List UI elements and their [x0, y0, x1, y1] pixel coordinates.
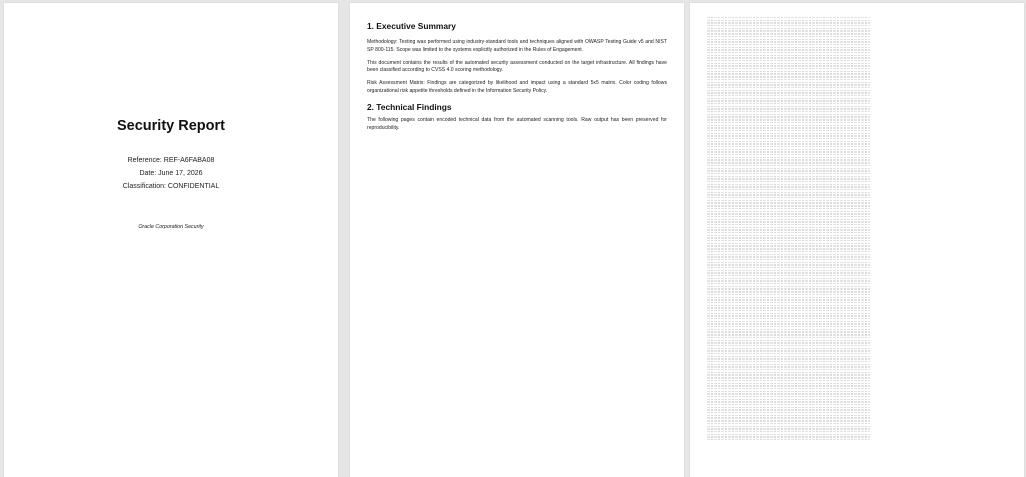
encoded-line	[707, 28, 870, 29]
encoded-line	[707, 20, 870, 21]
encoded-line	[707, 151, 870, 152]
summary-content	[367, 21, 667, 137]
encoded-line	[707, 307, 870, 308]
encoded-line	[707, 270, 870, 271]
encoded-line	[707, 219, 870, 220]
encoded-line	[707, 71, 870, 72]
methodology-paragraph: Methodology: Testing was performed using industry-standard tools and techniques aligned with OWASP Testing Guide v5 and NIST SP 800-115. Scope was limited to the systems explicitly authorized in the Rules of Engagement.	[367, 39, 667, 53]
encoded-line	[707, 39, 870, 40]
encoded-line	[707, 76, 870, 77]
encoded-line	[707, 245, 870, 246]
results-paragraph: This document contains the results of the automated security assessment conducted on the target infrastructure. All findings have been classified according to CVSS 4.0 scoring methodology.	[367, 59, 667, 74]
encoded-line	[707, 232, 870, 233]
summary-page	[350, 3, 684, 477]
encoded-line	[707, 33, 870, 34]
encoded-line	[707, 254, 870, 255]
encoded-line	[707, 106, 870, 107]
encoded-line	[707, 334, 870, 335]
encoded-line	[707, 146, 870, 147]
encoded-line	[707, 168, 870, 169]
encoded-line	[707, 313, 870, 314]
encoded-line	[707, 55, 870, 56]
encoded-line	[707, 133, 870, 134]
encoded-line	[707, 310, 870, 311]
encoded-line	[707, 178, 870, 179]
cover-meta	[4, 155, 338, 193]
encoded-line	[707, 369, 870, 370]
encoded-line	[707, 374, 870, 375]
encoded-line	[707, 103, 870, 104]
risk-matrix-paragraph: Risk Assessment Matrix: Findings are categorized by likelihood and impact using a standard 5x5 matrix. Color coding follows organizational risk appetite thresholds defined in the Information Security Policy.	[367, 80, 667, 94]
encoded-line	[707, 108, 870, 109]
encoded-line	[707, 426, 870, 427]
encoded-line	[707, 125, 870, 126]
encoded-line	[707, 159, 870, 160]
encoded-line	[707, 25, 870, 26]
encoded-line	[707, 404, 870, 405]
encoded-line	[707, 205, 870, 206]
technical-findings-heading: 2. Technical Findings	[367, 101, 452, 112]
encoded-line	[707, 30, 870, 31]
executive-summary-heading: 1. Executive Summary	[367, 21, 456, 31]
encoded-line	[707, 412, 870, 413]
encoded-line	[707, 243, 870, 244]
cover-page	[4, 3, 338, 477]
encoded-line	[707, 165, 870, 166]
encoded-line	[707, 63, 870, 64]
encoded-line	[707, 208, 870, 209]
encoded-line	[707, 186, 870, 187]
encoded-line	[707, 393, 870, 394]
encoded-line	[707, 73, 870, 74]
encoded-line	[707, 221, 870, 222]
encoded-line	[707, 141, 870, 142]
encoded-line	[707, 122, 870, 123]
encoded-line	[707, 229, 870, 230]
encoded-line	[707, 436, 870, 437]
encoded-line	[707, 259, 870, 260]
encoded-line	[707, 415, 870, 416]
encoded-line	[707, 318, 870, 319]
encoded-line	[707, 100, 870, 101]
encoded-line	[707, 227, 870, 228]
encoded-line	[707, 127, 870, 128]
encoded-line	[707, 22, 870, 23]
encoded-line	[707, 297, 870, 298]
encoded-line	[707, 197, 870, 198]
encoded-line	[707, 60, 870, 61]
encoded-line	[707, 92, 870, 93]
encoded-line	[707, 95, 870, 96]
encoded-line	[707, 417, 870, 418]
encoded-line	[707, 439, 870, 440]
encoded-line	[707, 192, 870, 193]
encoded-line	[707, 176, 870, 177]
encoded-data-block	[707, 17, 870, 445]
encoded-line	[707, 267, 870, 268]
encoded-line	[707, 211, 870, 212]
encoded-line	[707, 423, 870, 424]
encoded-line	[707, 407, 870, 408]
encoded-line	[707, 57, 870, 58]
encoded-line	[707, 119, 870, 120]
encoded-line	[707, 65, 870, 66]
encoded-line	[707, 235, 870, 236]
encoded-line	[707, 326, 870, 327]
encoded-line	[707, 143, 870, 144]
encoded-line	[707, 130, 870, 131]
encoded-line	[707, 350, 870, 351]
encoded-line	[707, 383, 870, 384]
encoded-line	[707, 278, 870, 279]
encoded-line	[707, 138, 870, 139]
encoded-line	[707, 275, 870, 276]
encoded-line	[707, 272, 870, 273]
encoded-line	[707, 353, 870, 354]
encoded-line	[707, 348, 870, 349]
encoded-line	[707, 358, 870, 359]
encoded-line	[707, 189, 870, 190]
encoded-line	[707, 173, 870, 174]
encoded-line	[707, 36, 870, 37]
encoded-line	[707, 213, 870, 214]
encoded-line	[707, 380, 870, 381]
encoded-line	[707, 431, 870, 432]
encoded-line	[707, 288, 870, 289]
encoded-line	[707, 17, 870, 18]
encoded-line	[707, 264, 870, 265]
encoded-line	[707, 323, 870, 324]
report-title: Security Report	[117, 118, 225, 134]
encoded-line	[707, 47, 870, 48]
encoded-line	[707, 361, 870, 362]
encoded-line	[707, 162, 870, 163]
encoded-line	[707, 84, 870, 85]
encoded-line	[707, 428, 870, 429]
encoded-line	[707, 315, 870, 316]
encoded-line	[707, 251, 870, 252]
encoded-line	[707, 52, 870, 53]
encoded-line	[707, 299, 870, 300]
classification-line: Classification: CONFIDENTIAL	[122, 182, 220, 190]
encoded-line	[707, 391, 870, 392]
encoded-line	[707, 149, 870, 150]
encoded-line	[707, 356, 870, 357]
encoded-line	[707, 305, 870, 306]
encoded-line	[707, 200, 870, 201]
encoded-line	[707, 283, 870, 284]
encoded-line	[707, 286, 870, 287]
encoded-line	[707, 111, 870, 112]
encoded-line	[707, 154, 870, 155]
encoded-line	[707, 240, 870, 241]
encoded-line	[707, 181, 870, 182]
encoded-line	[707, 68, 870, 69]
encoded-line	[707, 262, 870, 263]
encoded-line	[707, 420, 870, 421]
encoded-line	[707, 329, 870, 330]
encoded-line	[707, 396, 870, 397]
encoded-line	[707, 401, 870, 402]
encoded-line	[707, 116, 870, 117]
reference-line: Reference: REF-A6FABA08	[127, 157, 215, 164]
date-line: Date: June 17, 2026	[139, 169, 203, 177]
encoded-line	[707, 342, 870, 343]
encoded-line	[707, 82, 870, 83]
encoded-line	[707, 377, 870, 378]
encoded-line	[707, 366, 870, 367]
encoded-line	[707, 194, 870, 195]
encoded-line	[707, 331, 870, 332]
encoded-line	[707, 224, 870, 225]
encoded-line	[707, 98, 870, 99]
encoded-line	[707, 79, 870, 80]
encoded-line	[707, 202, 870, 203]
encoded-line	[707, 291, 870, 292]
encoded-line	[707, 434, 870, 435]
encoded-line	[707, 372, 870, 373]
encoded-line	[707, 184, 870, 185]
encoded-line	[707, 44, 870, 45]
encoded-line	[707, 135, 870, 136]
encoded-line	[707, 385, 870, 386]
encoded-line	[707, 364, 870, 365]
encoded-line	[707, 216, 870, 217]
encoded-line	[707, 399, 870, 400]
encoded-line	[707, 170, 870, 171]
encoded-line	[707, 340, 870, 341]
encoded-line	[707, 256, 870, 257]
encoded-line	[707, 248, 870, 249]
encoded-line	[707, 280, 870, 281]
encoded-line	[707, 337, 870, 338]
encoded-line	[707, 409, 870, 410]
encoded-line	[707, 114, 870, 115]
encoded-line	[707, 302, 870, 303]
encoded-line	[707, 294, 870, 295]
encoded-line	[707, 388, 870, 389]
organization-line: Oracle Corporation Security	[138, 224, 204, 230]
encoded-data-page	[690, 3, 1024, 477]
encoded-line	[707, 87, 870, 88]
encoded-line	[707, 237, 870, 238]
encoded-line	[707, 321, 870, 322]
findings-intro-paragraph: The following pages contain encoded technical data from the automated scanning tools. Raw output has been preserved for reproducibility.	[367, 116, 667, 131]
encoded-line	[707, 41, 870, 42]
encoded-line	[707, 157, 870, 158]
encoded-line	[707, 49, 870, 50]
encoded-line	[707, 90, 870, 91]
encoded-line	[707, 345, 870, 346]
